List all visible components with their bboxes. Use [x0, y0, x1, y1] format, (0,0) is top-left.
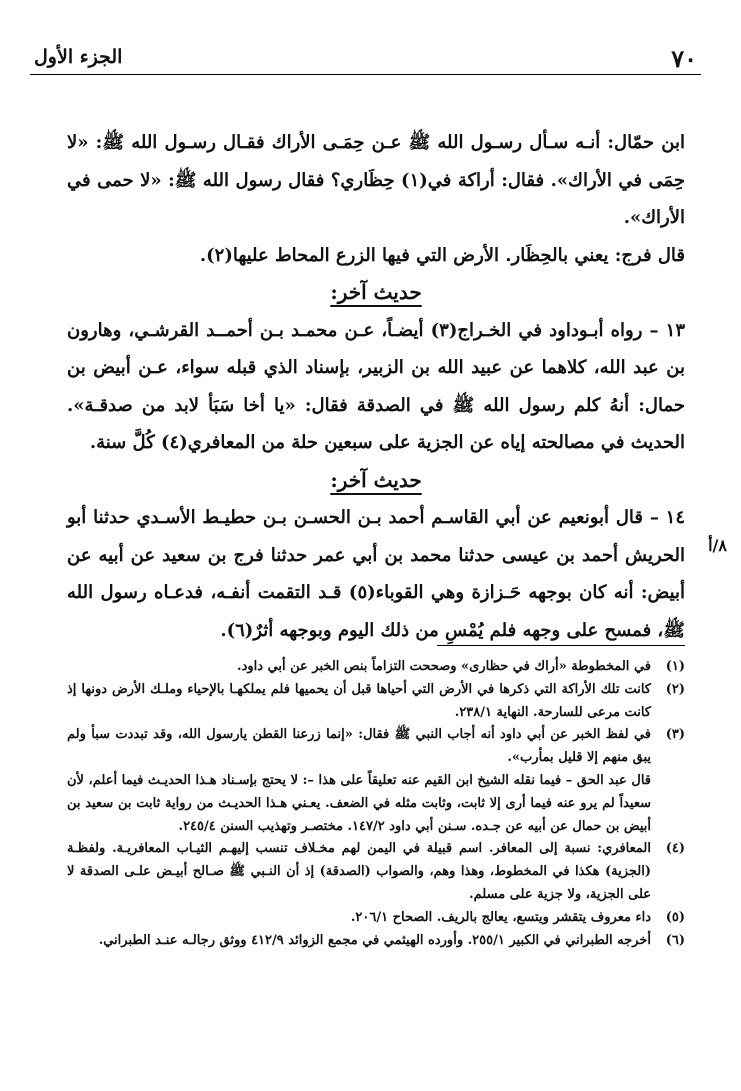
footnote-number: (٢) [665, 681, 685, 697]
footnote-separator [437, 645, 685, 646]
footnote-line: كانت تلك الأراكة التي ذكرها في الأرض التي أحياها قبل أن يحميها فلم يملكهـا بالإحياء وملـك الأرض دونها إذ كانت مرعى للسارحة. النهاية ٢٣٨/١. [67, 681, 651, 720]
running-header [30, 40, 701, 75]
footnote-line: في لفظ الخبر عن أبي داود أنه أجاب النبي ﷺ فقال: «إنما زرعنا القطن يارسول الله، وقد تبددت سبأ ولم يبق منهم إلا قليل بمأرب». [67, 727, 651, 766]
footnote [67, 907, 685, 930]
body-paragraph: قال فرج: يعني بالحِظَار. الأرض التي فيها الزرع المحاط عليها(٢). [199, 244, 685, 266]
footnote-text [67, 838, 651, 906]
footnote-line: داء معروف يتقشر ويتسع، يعالج بالريف. الصحاح ٢٠٦/١. [350, 909, 651, 925]
footnote-number: (٣) [665, 727, 685, 743]
section-heading: حديث آخر: [330, 467, 422, 492]
body-paragraph: ابن حمّال: أنـه سـأل رسـول الله ﷺ عـن حِمَـى الأراك فقـال رسـول الله ﷺ: «لا حِمَى في الأراك». فقال: أراكة في(١) حِظَاري؟ فقال رسول الله ﷺ: «لا حمى في الأراك». [67, 132, 685, 228]
footnote-line: المعافري: نسبة إلى المعافر. اسم قبيلة في اليمن لهم مخـلاف تنسب إليهـم الثيـاب المعافريـة. ولفظـة (الجزية) هكذا في المخطوط، وهذا وهم، والصواب (الصدقة) إذ أن النـبي ﷺ صـالح أبيـض علـى الصدقة لا على الجزية، ولا جزية على مسلم. [67, 841, 651, 902]
page-number: ٧٠ [671, 44, 697, 73]
running-title: الجزء الأول [34, 46, 123, 68]
footnote-number: (٥) [665, 909, 685, 925]
footnote-number: (٦) [665, 932, 685, 948]
footnote [67, 656, 685, 679]
footnote-number: (٤) [665, 841, 685, 857]
footnote-line: قال عبد الحق – فيما نقله الشيخ ابن القيم عنه تعليقاً على هذا –: لا يحتج بإسـناد هـذا الحديـث فيما أعلم، لأن سعيداً لم يرو عنه فيما أرى إلا ثابت، وثابت مثله في الضعف. يعـني هـذا الحديـث من رواية ثابت بن سعيد بن أبيض بن حمال عن أبيه عن جـده. سـنن أبي داود ١٤٧/٢. مختصـر وتهذيب السنن ٢٤٥/٤. [67, 772, 651, 834]
footnote-line: في المخطوطة «أراك في حظارى» وصححت التزاماً بنص الخبر عن أبي داود. [237, 659, 651, 674]
footnote-text [67, 930, 651, 953]
footnote-text [67, 907, 651, 930]
footnote-line: أخرجه الطبراني في الكبير ٢٥٥/١. وأورده الهيثمي في مجمع الزوائد ٤١٢/٩ ووثق رجالـه عنـد الطبراني. [98, 932, 651, 948]
body-paragraph: ١٣ – رواه أبـوداود في الخـراج(٣) أيضـاً، عـن محمـد بـن أحمــد القرشـي، وهارون بن عبد الله، كلاهما عن عبيد الله بن الزبير، بإسناد الذي قبله سواء، عـن أبيض بن حمال: أنهُ كلم رسول الله ﷺ في الصدقة فقال: «يا أخا سَبَأ لابد من صدقـة». الحديث في مصالحته إياه عن الجزية على سبعين حلة من المعافري(٤) كُلَّ سنة. [67, 319, 685, 453]
section-heading: حديث آخر: [330, 280, 422, 304]
footnote-number: (١) [665, 659, 685, 674]
footnote [67, 724, 685, 838]
footnote-text [67, 679, 651, 725]
manuscript-folio-marker: ٨/أ [708, 536, 727, 555]
main-text [67, 124, 685, 649]
footnotes [67, 656, 685, 952]
footnote-text [67, 656, 651, 679]
footnote [67, 679, 685, 725]
footnote [67, 838, 685, 906]
footnote-text [67, 724, 651, 838]
body-paragraph: ١٤ – قال أبونعيم عن أبي القاسـم أحمد بـن الحسـن بـن حطيـط الأسـدي حدثنا أبو الحريش أحمد بن عيسى حدثنا محمد بن أبي عمر حدثنا فرج بن سعيد عن أبيه عن أبيض: أنه كان بوجهه حَـزازة وهي القوباء(٥) قـد التقمت أنفـه، فدعـاه رسول الله ﷺ، فمسح على وجهه فلم يُمْسِ من ذلك اليوم وبوجهه أثرٌ(٦). [67, 507, 686, 641]
footnote [67, 930, 685, 953]
